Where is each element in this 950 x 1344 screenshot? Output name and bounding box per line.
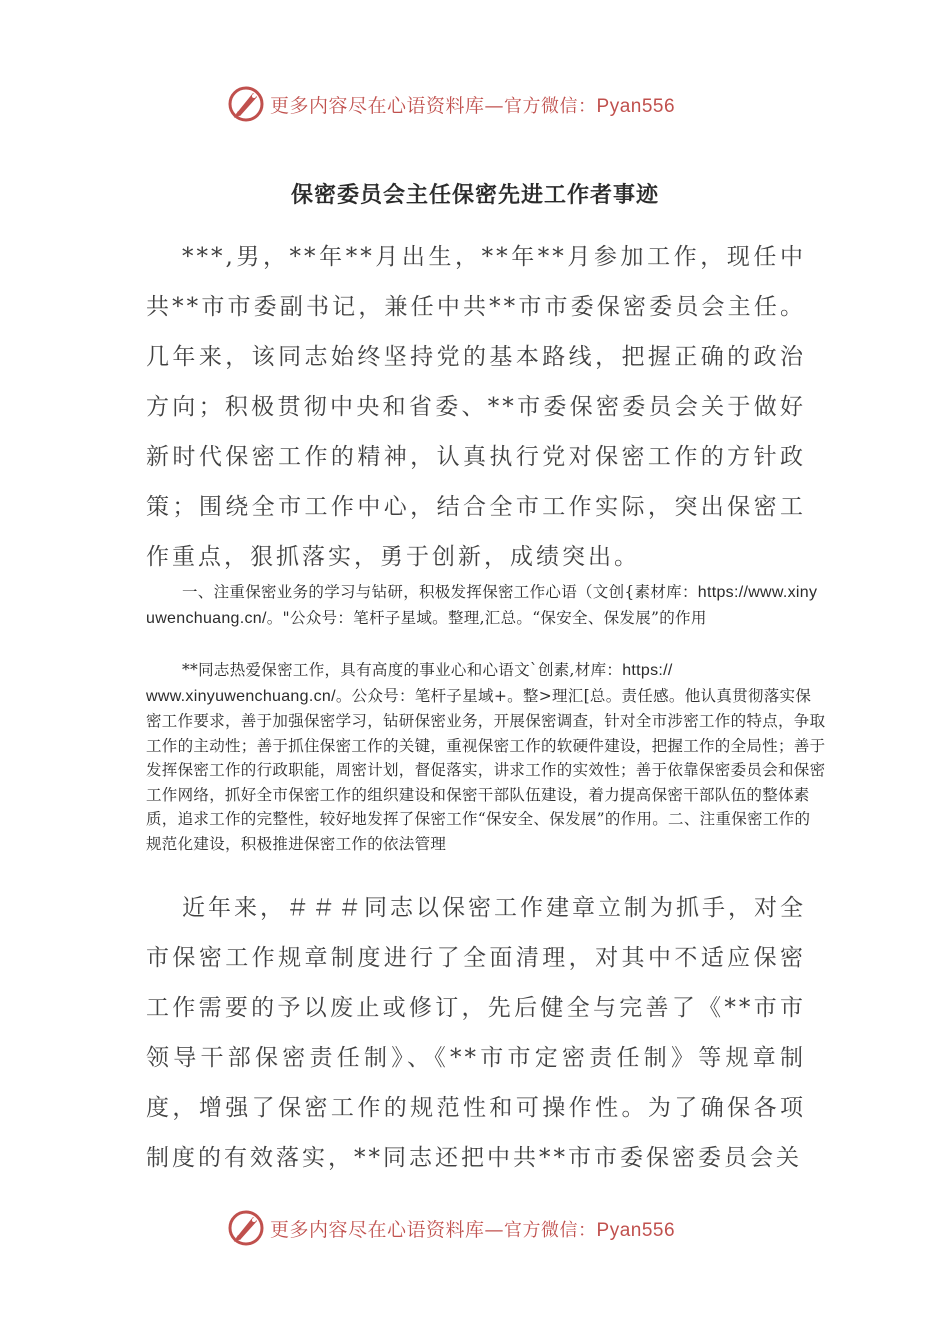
banner-dash: — <box>484 94 505 117</box>
pen-nib-logo-icon <box>226 1208 266 1248</box>
section-one-body-url2: www.xinyuwenchuang.cn/ <box>146 687 336 705</box>
intro-paragraph <box>146 232 806 582</box>
footer-banner-label: 官方微信： <box>504 1219 597 1241</box>
banner-wechat-id: Pyan556 <box>596 95 676 117</box>
banner-label: 官方微信： <box>504 95 597 117</box>
section-one-body <box>146 658 826 856</box>
section-one-body-url1: https:// <box>622 662 673 679</box>
footer-banner <box>226 1206 746 1250</box>
footer-banner-text <box>270 1215 675 1242</box>
intro-paragraph-text: ***,男，**年**月出生，**年**月参加工作，现任中共**市市委副书记，兼任中共**市市委保密委员会主任。几年来，该同志始终坚持党的基本路线，把握正确的政治方向；积极贯彻中央和省委、**市委保密委员会关于做好新时代保密工作的精神，认真执行党对保密工作的方针政策；围绕全市工作中心，结合全市工作实际，突出保密工作重点，狠抓落实，勇于创新，成绩突出。 <box>146 244 806 570</box>
banner-text <box>270 91 675 118</box>
footer-banner-wechat-id: Pyan556 <box>596 1219 676 1241</box>
footer-banner-dash: — <box>484 1218 505 1241</box>
document-title: 保密委员会主任保密先进工作者事迹 <box>290 182 659 208</box>
header-banner <box>226 82 746 126</box>
section-one-heading <box>146 580 826 631</box>
pen-nib-logo-icon <box>226 84 266 124</box>
section-two-paragraph <box>146 883 806 1183</box>
section-one-text-b: 。"公众号：笔杆子星域。整理,汇总。“保安全、保发展”的作用 <box>266 608 707 627</box>
section-one-url: https://www.xinyuwenchuang.cn/ <box>146 584 818 627</box>
banner-brand: 更多内容尽在心语资料库 <box>270 94 485 117</box>
section-one-text-a: 一、注重保密业务的学习与钻研，积极发挥保密工作心语（文创{素材库： <box>182 583 698 601</box>
section-two-paragraph-text: 近年来，＃＃＃同志以保密工作建章立制为抓手，对全市保密工作规章制度进行了全面清理，对其中不适应保密工作需要的予以废止或修订，先后健全与完善了《**市市领导干部保密责任制》、《**市市定密责任制》等规章制度，增强了保密工作的规范性和可操作性。为了确保各项制度的有效落实，**同志还把中共**市市委保密委员会关 <box>146 895 806 1171</box>
footer-banner-brand: 更多内容尽在心语资料库 <box>270 1218 485 1241</box>
section-one-body-b: 。公众号：笔杆子星域+。整>理汇[总。责任感。他认真贯彻落实保密工作要求，善于加强保密学习，钻研保密业务，开展保密调查，针对全市涉密工作的特点，争取工作的主动性；善于抓住保密工作的关键，重视保密工作的软硬件建设，把握工作的全局性；善于发挥保密工作的行政职能，周密计划，督促落实，讲求工作的实效性；善于依靠保密委员会和保密工作网络，抓好全市保密工作的组织建设和保密干部队伍建设，着力提高保密干部队伍的整体素质，追求工作的完整性，较好地发挥了保密工作“保安全、保发展”的作用。二、注重保密工作的规范化建设，积极推进保密工作的依法管理 <box>146 686 826 853</box>
section-one-body-a: **同志热爱保密工作，具有高度的事业心和心语文`创素,材库： <box>182 661 623 679</box>
